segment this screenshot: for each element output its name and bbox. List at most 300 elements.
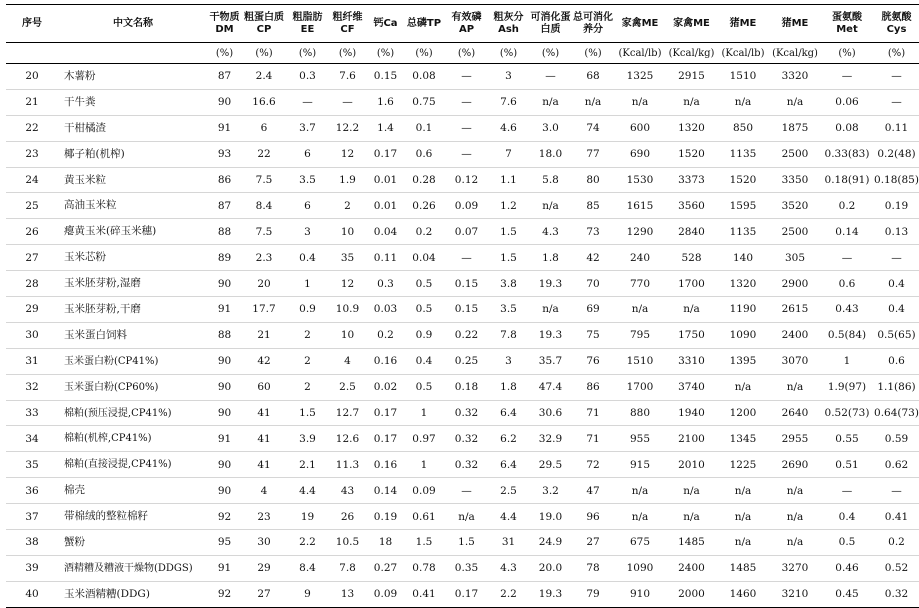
cell-swine_kg: 1875 bbox=[770, 115, 820, 141]
cell-cp: 41 bbox=[241, 426, 287, 452]
cell-cys: 0.62 bbox=[874, 452, 919, 478]
table-row bbox=[6, 478, 919, 504]
column-header-swine_kg: 猪ME bbox=[770, 5, 820, 43]
cell-poultry_lb: 240 bbox=[613, 245, 667, 271]
cell-name: 玉米蛋白饲料 bbox=[58, 322, 208, 348]
cell-tdn: 85 bbox=[573, 193, 613, 219]
cell-cp: 17.7 bbox=[241, 297, 287, 323]
cell-swine_kg: 3070 bbox=[770, 348, 820, 374]
cell-cp: 27 bbox=[241, 581, 287, 607]
cell-tp: 0.26 bbox=[404, 193, 444, 219]
cell-cp: 4 bbox=[241, 478, 287, 504]
cell-dcp: 20.0 bbox=[528, 555, 573, 581]
cell-no: 38 bbox=[6, 530, 58, 556]
cell-ap: — bbox=[444, 89, 489, 115]
cell-ee: 2.1 bbox=[287, 452, 328, 478]
cell-ap: 0.17 bbox=[444, 581, 489, 607]
cell-dm: 90 bbox=[208, 400, 241, 426]
cell-cys: — bbox=[874, 89, 919, 115]
cell-dm: 91 bbox=[208, 426, 241, 452]
cell-dcp: 47.4 bbox=[528, 374, 573, 400]
cell-swine_lb: 1345 bbox=[716, 426, 770, 452]
cell-name: 瘪黄玉米(碎玉米穗) bbox=[58, 219, 208, 245]
cell-ash: 6.2 bbox=[489, 426, 528, 452]
cell-name: 酒精糟及糟液干燥物(DDGS) bbox=[58, 555, 208, 581]
unit-cell-name bbox=[58, 43, 208, 64]
cell-ap: 0.25 bbox=[444, 348, 489, 374]
unit-cell-ca: (%) bbox=[367, 43, 404, 64]
cell-ca: 0.15 bbox=[367, 64, 404, 90]
cell-dcp: — bbox=[528, 64, 573, 90]
cell-met: 0.55 bbox=[820, 426, 874, 452]
cell-cys: — bbox=[874, 64, 919, 90]
cell-swine_lb: 1090 bbox=[716, 322, 770, 348]
feed-composition-table bbox=[6, 4, 919, 608]
cell-ash: 1.8 bbox=[489, 374, 528, 400]
cell-tp: 0.1 bbox=[404, 115, 444, 141]
cell-ash: 3 bbox=[489, 64, 528, 90]
cell-tp: 1 bbox=[404, 400, 444, 426]
cell-no: 37 bbox=[6, 504, 58, 530]
cell-cf: 2 bbox=[328, 193, 367, 219]
cell-cf: 10 bbox=[328, 322, 367, 348]
cell-dm: 89 bbox=[208, 245, 241, 271]
column-header-ap: 有效磷 AP bbox=[444, 5, 489, 43]
unit-cell-tp: (%) bbox=[404, 43, 444, 64]
cell-poultry_lb: 1615 bbox=[613, 193, 667, 219]
cell-tp: 0.2 bbox=[404, 219, 444, 245]
cell-swine_lb: 1225 bbox=[716, 452, 770, 478]
cell-dcp: 18.0 bbox=[528, 141, 573, 167]
cell-cys: 0.13 bbox=[874, 219, 919, 245]
cell-name: 棉粕(预压浸提,CP41%) bbox=[58, 400, 208, 426]
cell-met: 1 bbox=[820, 348, 874, 374]
cell-met: — bbox=[820, 64, 874, 90]
cell-met: 0.5 bbox=[820, 530, 874, 556]
cell-ca: 1.4 bbox=[367, 115, 404, 141]
table-row bbox=[6, 271, 919, 297]
cell-name: 玉米蛋白粉(CP41%) bbox=[58, 348, 208, 374]
cell-swine_kg: n/a bbox=[770, 530, 820, 556]
cell-tp: 0.75 bbox=[404, 89, 444, 115]
cell-tdn: 70 bbox=[573, 271, 613, 297]
cell-ap: — bbox=[444, 245, 489, 271]
cell-dcp: 29.5 bbox=[528, 452, 573, 478]
cell-tdn: 71 bbox=[573, 426, 613, 452]
cell-ca: 0.03 bbox=[367, 297, 404, 323]
cell-tdn: 96 bbox=[573, 504, 613, 530]
cell-tp: 0.61 bbox=[404, 504, 444, 530]
cell-met: 0.08 bbox=[820, 115, 874, 141]
cell-cys: 0.11 bbox=[874, 115, 919, 141]
cell-name: 高油玉米粒 bbox=[58, 193, 208, 219]
cell-ap: 0.32 bbox=[444, 426, 489, 452]
cell-ee: 4.4 bbox=[287, 478, 328, 504]
cell-cp: 22 bbox=[241, 141, 287, 167]
cell-swine_kg: 3210 bbox=[770, 581, 820, 607]
cell-ash: 1.1 bbox=[489, 167, 528, 193]
cell-dm: 88 bbox=[208, 322, 241, 348]
cell-poultry_lb: 915 bbox=[613, 452, 667, 478]
cell-swine_kg: 2640 bbox=[770, 400, 820, 426]
cell-ap: 1.5 bbox=[444, 530, 489, 556]
cell-tdn: 86 bbox=[573, 374, 613, 400]
cell-cys: 0.2 bbox=[874, 530, 919, 556]
cell-met: 0.14 bbox=[820, 219, 874, 245]
cell-cys: 0.52 bbox=[874, 555, 919, 581]
cell-swine_kg: n/a bbox=[770, 478, 820, 504]
cell-met: 0.2 bbox=[820, 193, 874, 219]
cell-name: 棉壳 bbox=[58, 478, 208, 504]
cell-cf: 7.8 bbox=[328, 555, 367, 581]
cell-ca: 0.04 bbox=[367, 219, 404, 245]
cell-no: 40 bbox=[6, 581, 58, 607]
cell-tdn: 72 bbox=[573, 452, 613, 478]
cell-ca: 1.6 bbox=[367, 89, 404, 115]
cell-poultry_kg: 2400 bbox=[667, 555, 716, 581]
cell-ap: n/a bbox=[444, 504, 489, 530]
column-header-ee: 粗脂肪 EE bbox=[287, 5, 328, 43]
cell-no: 35 bbox=[6, 452, 58, 478]
table-header-row bbox=[6, 5, 919, 43]
cell-swine_lb: 1190 bbox=[716, 297, 770, 323]
cell-dcp: 19.3 bbox=[528, 581, 573, 607]
cell-name: 黄玉米粒 bbox=[58, 167, 208, 193]
cell-name: 玉米胚芽粉,湿磨 bbox=[58, 271, 208, 297]
unit-cell-no bbox=[6, 43, 58, 64]
cell-poultry_kg: n/a bbox=[667, 478, 716, 504]
table-row bbox=[6, 555, 919, 581]
cell-cp: 21 bbox=[241, 322, 287, 348]
cell-cp: 6 bbox=[241, 115, 287, 141]
cell-tp: 0.5 bbox=[404, 271, 444, 297]
feed-composition-table-container bbox=[6, 4, 919, 608]
cell-swine_lb: 1320 bbox=[716, 271, 770, 297]
column-header-no: 序号 bbox=[6, 5, 58, 43]
cell-swine_kg: 3270 bbox=[770, 555, 820, 581]
cell-poultry_kg: n/a bbox=[667, 297, 716, 323]
column-header-tp: 总磷TP bbox=[404, 5, 444, 43]
cell-cys: 1.1(86) bbox=[874, 374, 919, 400]
unit-cell-ap: (%) bbox=[444, 43, 489, 64]
cell-poultry_kg: 3373 bbox=[667, 167, 716, 193]
cell-cp: 20 bbox=[241, 271, 287, 297]
cell-ca: 0.11 bbox=[367, 245, 404, 271]
cell-ash: 3.8 bbox=[489, 271, 528, 297]
cell-met: 0.43 bbox=[820, 297, 874, 323]
cell-swine_kg: 2500 bbox=[770, 219, 820, 245]
cell-tp: 0.97 bbox=[404, 426, 444, 452]
cell-ap: — bbox=[444, 141, 489, 167]
cell-dcp: n/a bbox=[528, 297, 573, 323]
cell-ash: 2.2 bbox=[489, 581, 528, 607]
unit-cell-swine_kg: (Kcal/kg) bbox=[770, 43, 820, 64]
cell-tp: 1.5 bbox=[404, 530, 444, 556]
cell-dm: 87 bbox=[208, 64, 241, 90]
cell-poultry_lb: 910 bbox=[613, 581, 667, 607]
cell-dcp: 19.0 bbox=[528, 504, 573, 530]
cell-swine_lb: 1200 bbox=[716, 400, 770, 426]
cell-no: 31 bbox=[6, 348, 58, 374]
cell-cf: 12.7 bbox=[328, 400, 367, 426]
cell-ap: 0.07 bbox=[444, 219, 489, 245]
cell-cf: 12.2 bbox=[328, 115, 367, 141]
cell-tdn: 71 bbox=[573, 400, 613, 426]
cell-ca: 0.17 bbox=[367, 400, 404, 426]
cell-poultry_lb: 600 bbox=[613, 115, 667, 141]
cell-no: 24 bbox=[6, 167, 58, 193]
cell-dcp: 24.9 bbox=[528, 530, 573, 556]
table-row bbox=[6, 322, 919, 348]
cell-poultry_lb: 1290 bbox=[613, 219, 667, 245]
cell-poultry_kg: n/a bbox=[667, 89, 716, 115]
cell-ee: 3.7 bbox=[287, 115, 328, 141]
cell-poultry_lb: 675 bbox=[613, 530, 667, 556]
cell-swine_kg: 305 bbox=[770, 245, 820, 271]
cell-name: 干牛粪 bbox=[58, 89, 208, 115]
table-row bbox=[6, 167, 919, 193]
column-header-met: 蛋氨酸 Met bbox=[820, 5, 874, 43]
cell-name: 玉米酒精糟(DDG) bbox=[58, 581, 208, 607]
cell-ca: 0.17 bbox=[367, 141, 404, 167]
cell-name: 椰子粕(机榨) bbox=[58, 141, 208, 167]
cell-no: 26 bbox=[6, 219, 58, 245]
cell-swine_kg: 2900 bbox=[770, 271, 820, 297]
cell-poultry_lb: 1325 bbox=[613, 64, 667, 90]
cell-tp: 0.28 bbox=[404, 167, 444, 193]
cell-name: 带棉绒的整粒棉籽 bbox=[58, 504, 208, 530]
cell-ca: 18 bbox=[367, 530, 404, 556]
cell-swine_lb: 850 bbox=[716, 115, 770, 141]
cell-name: 玉米蛋白粉(CP60%) bbox=[58, 374, 208, 400]
cell-met: 0.06 bbox=[820, 89, 874, 115]
cell-ap: 0.35 bbox=[444, 555, 489, 581]
cell-tp: 0.08 bbox=[404, 64, 444, 90]
cell-swine_lb: 1395 bbox=[716, 348, 770, 374]
cell-poultry_kg: 3740 bbox=[667, 374, 716, 400]
cell-cf: 10.9 bbox=[328, 297, 367, 323]
cell-dcp: 32.9 bbox=[528, 426, 573, 452]
cell-cp: 8.4 bbox=[241, 193, 287, 219]
cell-met: 0.5(84) bbox=[820, 322, 874, 348]
cell-swine_lb: 1595 bbox=[716, 193, 770, 219]
cell-swine_kg: 2400 bbox=[770, 322, 820, 348]
cell-dcp: 5.8 bbox=[528, 167, 573, 193]
table-row bbox=[6, 581, 919, 607]
cell-no: 20 bbox=[6, 64, 58, 90]
cell-swine_kg: 3520 bbox=[770, 193, 820, 219]
cell-poultry_kg: 2100 bbox=[667, 426, 716, 452]
table-row bbox=[6, 530, 919, 556]
cell-ash: 2.5 bbox=[489, 478, 528, 504]
cell-cp: 30 bbox=[241, 530, 287, 556]
column-header-poultry_kg: 家禽ME bbox=[667, 5, 716, 43]
column-header-dcp: 可消化蛋白质 bbox=[528, 5, 573, 43]
cell-tdn: 27 bbox=[573, 530, 613, 556]
cell-met: 0.52(73) bbox=[820, 400, 874, 426]
cell-ap: 0.12 bbox=[444, 167, 489, 193]
cell-dm: 87 bbox=[208, 193, 241, 219]
cell-no: 27 bbox=[6, 245, 58, 271]
cell-no: 39 bbox=[6, 555, 58, 581]
cell-cp: 2.3 bbox=[241, 245, 287, 271]
cell-dm: 90 bbox=[208, 374, 241, 400]
cell-poultry_kg: 1700 bbox=[667, 271, 716, 297]
cell-swine_lb: 1510 bbox=[716, 64, 770, 90]
column-header-name: 中文名称 bbox=[58, 5, 208, 43]
cell-cf: 2.5 bbox=[328, 374, 367, 400]
cell-tp: 0.4 bbox=[404, 348, 444, 374]
cell-swine_kg: 2500 bbox=[770, 141, 820, 167]
cell-dm: 90 bbox=[208, 452, 241, 478]
cell-poultry_lb: n/a bbox=[613, 89, 667, 115]
cell-ap: — bbox=[444, 115, 489, 141]
table-row bbox=[6, 219, 919, 245]
column-header-poultry_lb: 家禽ME bbox=[613, 5, 667, 43]
cell-swine_lb: 1485 bbox=[716, 555, 770, 581]
unit-cell-poultry_lb: (Kcal/lb) bbox=[613, 43, 667, 64]
cell-poultry_lb: 1510 bbox=[613, 348, 667, 374]
cell-cf: 7.6 bbox=[328, 64, 367, 90]
cell-ca: 0.16 bbox=[367, 348, 404, 374]
cell-met: 0.4 bbox=[820, 504, 874, 530]
cell-tp: 0.9 bbox=[404, 322, 444, 348]
cell-cf: — bbox=[328, 89, 367, 115]
cell-swine_kg: 2615 bbox=[770, 297, 820, 323]
cell-ash: 1.5 bbox=[489, 219, 528, 245]
cell-name: 棉粕(直接浸提,CP41%) bbox=[58, 452, 208, 478]
cell-cp: 60 bbox=[241, 374, 287, 400]
cell-ee: 1.5 bbox=[287, 400, 328, 426]
cell-dm: 91 bbox=[208, 555, 241, 581]
cell-dm: 91 bbox=[208, 297, 241, 323]
cell-cp: 7.5 bbox=[241, 219, 287, 245]
cell-ash: 4.6 bbox=[489, 115, 528, 141]
cell-swine_kg: 3350 bbox=[770, 167, 820, 193]
cell-ap: 0.18 bbox=[444, 374, 489, 400]
cell-swine_lb: 1135 bbox=[716, 219, 770, 245]
cell-dm: 90 bbox=[208, 89, 241, 115]
cell-ee: 3 bbox=[287, 219, 328, 245]
unit-cell-ee: (%) bbox=[287, 43, 328, 64]
unit-cell-swine_lb: (Kcal/lb) bbox=[716, 43, 770, 64]
cell-dcp: 19.3 bbox=[528, 322, 573, 348]
cell-cf: 4 bbox=[328, 348, 367, 374]
cell-met: — bbox=[820, 478, 874, 504]
cell-ash: 3.5 bbox=[489, 297, 528, 323]
cell-cp: 41 bbox=[241, 400, 287, 426]
cell-tdn: 47 bbox=[573, 478, 613, 504]
cell-ca: 0.16 bbox=[367, 452, 404, 478]
cell-no: 33 bbox=[6, 400, 58, 426]
table-row bbox=[6, 374, 919, 400]
unit-cell-dcp: (%) bbox=[528, 43, 573, 64]
cell-ca: 0.2 bbox=[367, 322, 404, 348]
cell-met: 0.46 bbox=[820, 555, 874, 581]
cell-tdn: 69 bbox=[573, 297, 613, 323]
cell-ca: 0.02 bbox=[367, 374, 404, 400]
cell-no: 25 bbox=[6, 193, 58, 219]
cell-ash: 7.8 bbox=[489, 322, 528, 348]
cell-cf: 11.3 bbox=[328, 452, 367, 478]
table-row bbox=[6, 348, 919, 374]
cell-poultry_lb: n/a bbox=[613, 504, 667, 530]
cell-met: — bbox=[820, 245, 874, 271]
cell-ash: 7 bbox=[489, 141, 528, 167]
cell-dm: 88 bbox=[208, 219, 241, 245]
cell-poultry_kg: 1750 bbox=[667, 322, 716, 348]
cell-ash: 4.4 bbox=[489, 504, 528, 530]
cell-poultry_kg: 1485 bbox=[667, 530, 716, 556]
cell-dcp: 19.3 bbox=[528, 271, 573, 297]
table-row bbox=[6, 504, 919, 530]
cell-tdn: 74 bbox=[573, 115, 613, 141]
cell-name: 干柑橘渣 bbox=[58, 115, 208, 141]
cell-swine_lb: n/a bbox=[716, 478, 770, 504]
cell-dm: 90 bbox=[208, 478, 241, 504]
cell-ap: 0.22 bbox=[444, 322, 489, 348]
cell-poultry_kg: 1520 bbox=[667, 141, 716, 167]
cell-poultry_kg: 3560 bbox=[667, 193, 716, 219]
unit-cell-dm: (%) bbox=[208, 43, 241, 64]
cell-name: 蟹粉 bbox=[58, 530, 208, 556]
cell-ee: 2 bbox=[287, 374, 328, 400]
unit-cell-cys: (%) bbox=[874, 43, 919, 64]
cell-ap: 0.15 bbox=[444, 297, 489, 323]
cell-dcp: 3.2 bbox=[528, 478, 573, 504]
cell-tp: 0.6 bbox=[404, 141, 444, 167]
cell-poultry_lb: 1530 bbox=[613, 167, 667, 193]
cell-cys: 0.32 bbox=[874, 581, 919, 607]
cell-poultry_lb: 690 bbox=[613, 141, 667, 167]
cell-poultry_lb: 1090 bbox=[613, 555, 667, 581]
cell-ca: 0.17 bbox=[367, 426, 404, 452]
unit-cell-cf: (%) bbox=[328, 43, 367, 64]
unit-cell-poultry_kg: (Kcal/kg) bbox=[667, 43, 716, 64]
cell-dm: 90 bbox=[208, 348, 241, 374]
cell-ash: 3 bbox=[489, 348, 528, 374]
cell-poultry_kg: 2000 bbox=[667, 581, 716, 607]
cell-ash: 4.3 bbox=[489, 555, 528, 581]
cell-ca: 0.01 bbox=[367, 193, 404, 219]
column-header-swine_lb: 猪ME bbox=[716, 5, 770, 43]
cell-cf: 43 bbox=[328, 478, 367, 504]
table-units-row bbox=[6, 43, 919, 64]
cell-poultry_lb: 770 bbox=[613, 271, 667, 297]
cell-name: 棉粕(机榨,CP41%) bbox=[58, 426, 208, 452]
cell-ap: 0.32 bbox=[444, 400, 489, 426]
cell-poultry_kg: 1940 bbox=[667, 400, 716, 426]
cell-ee: 1 bbox=[287, 271, 328, 297]
cell-swine_kg: 3320 bbox=[770, 64, 820, 90]
cell-ee: 8.4 bbox=[287, 555, 328, 581]
cell-tp: 1 bbox=[404, 452, 444, 478]
cell-ap: 0.32 bbox=[444, 452, 489, 478]
cell-tp: 0.5 bbox=[404, 374, 444, 400]
cell-dcp: 1.8 bbox=[528, 245, 573, 271]
cell-ca: 0.3 bbox=[367, 271, 404, 297]
cell-ash: 31 bbox=[489, 530, 528, 556]
cell-ee: 19 bbox=[287, 504, 328, 530]
cell-cf: 1.9 bbox=[328, 167, 367, 193]
cell-tp: 0.5 bbox=[404, 297, 444, 323]
table-row bbox=[6, 141, 919, 167]
table-row bbox=[6, 64, 919, 90]
cell-dcp: 3.0 bbox=[528, 115, 573, 141]
cell-poultry_lb: 955 bbox=[613, 426, 667, 452]
cell-cf: 26 bbox=[328, 504, 367, 530]
cell-swine_lb: 1520 bbox=[716, 167, 770, 193]
